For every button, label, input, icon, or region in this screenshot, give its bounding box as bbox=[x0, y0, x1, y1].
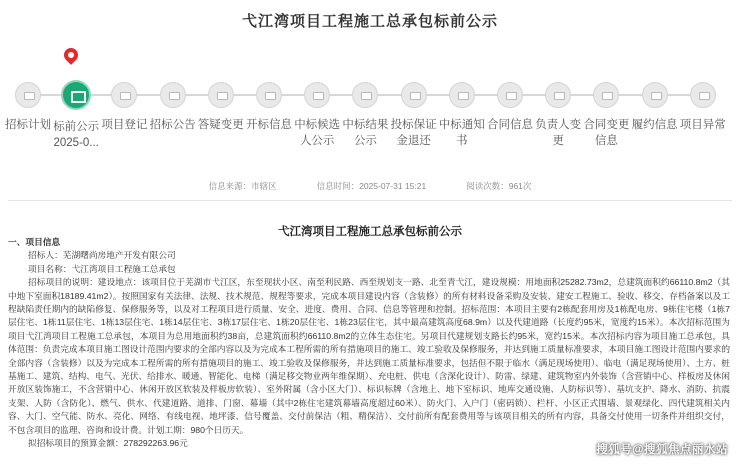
timeline-step[interactable] bbox=[582, 80, 630, 149]
meta-bar bbox=[0, 178, 740, 194]
step-circle-icon bbox=[160, 82, 186, 108]
timeline-step[interactable] bbox=[534, 80, 582, 149]
timeline-step[interactable] bbox=[197, 80, 245, 133]
section-heading: 一、项目信息 bbox=[8, 237, 61, 247]
timeline-step-label: 合同信息 bbox=[487, 119, 533, 131]
timeline-step-label: 招标公告 bbox=[149, 119, 196, 131]
project-description: 招标项目的说明：建设地点：该项目位于芜湖市弋江区，东至现状小区、南至利民路、西至规划支一路、北至青弋江，建设规模：用地面积25282.73m2，总建筑面积约66110.8m2（其中地下室面积18189.41m2）。按照国家有关法律、法规、技术规范、规程等要求，完成本项目建设内容（含装修）的所有材料设备采购及安装、建安工程施工、验收、移交、存档备案以及工程缺陷责任期内的缺陷修复、保修服务等，以及对工程项目进行质量、安全、进度、费用、合同、信息等管理和控制。招标范围：本项目主要有2栋配套用房及1栋配电房、9栋住宅楼（1栋7层住宅、1栋11层住宅、1栋13层住宅、1栋14层住宅、3栋17层住宅、1栋20层住宅、1栋23层住宅，其中最高建筑高度68.9m）以及代建道路（长度约95米，宽度约15米）。本次招标范围为项目弋江湾项目工程施工总承包，本项目为总用地面积约38亩，总建筑面积约66110.8m2的立体生态住宅。另项目代建规划支路长约95米，宽约15米。本次招标内容为项目施工总承包，具体范围：负责完成本项目施工图设计范围内要求的全部内容以及为完成本工程所需的所有措施项目的施工、竣工验收及保修服务，并达到施工质量标准要求，本项目施工图设计范围内要求的全部内容（含装修）以及为完成本工程所需的所有措施项目的施工、竣工验收及保修服务，并达到施工质量标准要求，包括但不限于临水（满足现场使用）、临电（满足现场使用）、土方、桩基施工、建筑、结构、电气、光伏、给排水、暖通、智能化、电梯（满足移交物业两年维保期）、充电桩、供电（含深化设计）、防雷、绿建、建筑物室内外装饰（含营销中心、样板房及休闲开放区装饰施工，不含营销中心、休闲开放区软装及样板房软装）、室外附属（含小区大门）、标识标牌（含地上、地下室标识、地库交通设施、人防标识等）、基坑支护、降水、消防、抗震支架、人防（含防化）、燃气、供水、代建道路、道排、门窗、幕墙（其中2栋住宅建筑幕墙高度超过60米）、防火门、入户门（密码锁）、栏杆、小区正式围墙、景观绿化、四代建筑相关内容、大门、空气能、防水、亮化、网络、有线电视、地坪漆、信号覆盖、交付前保洁（粗、精保洁）、交付前所有配套费用等与该项目相关的所有内容，具备交付使用一切条件并组织交付，不包含项目的监理、咨询和设计费。计划工期：980个日历天。 bbox=[8, 277, 730, 435]
step-circle-icon bbox=[642, 82, 668, 108]
timeline-step[interactable] bbox=[52, 80, 100, 151]
timeline-step[interactable] bbox=[486, 80, 534, 133]
timeline-step-label: 负责人变更 bbox=[535, 119, 582, 147]
step-circle-icon bbox=[401, 82, 427, 108]
step-circle-icon bbox=[352, 82, 378, 108]
timeline-step[interactable] bbox=[245, 80, 293, 133]
project-name-line: 项目名称：弋江湾项目工程施工总承包 bbox=[28, 263, 176, 274]
progress-timeline bbox=[0, 80, 740, 180]
timeline-step[interactable] bbox=[438, 80, 486, 149]
timeline-step[interactable] bbox=[390, 80, 438, 149]
meta-views: 阅读次数：961次 bbox=[466, 181, 532, 191]
timeline-step-label: 标前公示 bbox=[53, 121, 100, 133]
step-circle-icon bbox=[545, 82, 571, 108]
timeline-step-date: 2025-0... bbox=[53, 137, 99, 149]
document-title: 弋江湾项目工程施工总承包标前公示 bbox=[278, 226, 462, 238]
step-circle-icon bbox=[15, 82, 41, 108]
step-circle-icon bbox=[304, 82, 330, 108]
timeline-step-label: 合同变更信息 bbox=[583, 119, 630, 147]
watermark: 搜狐号@搜狐焦点丽水站 bbox=[596, 444, 728, 456]
timeline-step-label: 履约信息 bbox=[631, 119, 678, 131]
timeline-step[interactable] bbox=[4, 80, 52, 133]
timeline-step-label: 中标通知书 bbox=[438, 119, 485, 147]
timeline-step-label: 投标保证金退还 bbox=[390, 119, 437, 147]
timeline-step[interactable] bbox=[293, 80, 341, 149]
timeline-step[interactable] bbox=[100, 80, 148, 133]
meta-published-time: 信息时间：2025-07-31 15:21 bbox=[316, 181, 427, 191]
timeline-step-label: 答疑变更 bbox=[197, 119, 244, 131]
timeline-step[interactable] bbox=[149, 80, 197, 133]
timeline-step[interactable] bbox=[631, 80, 679, 133]
page-title: 弋江湾项目工程施工总承包标前公示 bbox=[241, 13, 498, 30]
timeline-step-label: 招标计划 bbox=[5, 119, 51, 131]
tenderer-line: 招标人：芜湖曙尚房地产开发有限公司 bbox=[28, 250, 176, 261]
step-circle-icon bbox=[690, 82, 716, 108]
timeline-step-label: 项目异常 bbox=[679, 119, 726, 131]
timeline-step-label: 项目登记 bbox=[101, 119, 148, 131]
location-pin-icon bbox=[61, 45, 81, 65]
timeline-step[interactable] bbox=[341, 80, 389, 149]
divider bbox=[8, 200, 732, 201]
step-circle-icon bbox=[256, 82, 282, 108]
step-circle-icon bbox=[208, 82, 234, 108]
timeline-step-label: 中标结果公示 bbox=[342, 119, 389, 147]
meta-source: 信息来源：市辖区 bbox=[208, 181, 277, 191]
active-step-icon bbox=[61, 80, 91, 110]
timeline-step-label: 中标候选人公示 bbox=[294, 119, 341, 147]
step-circle-icon bbox=[593, 82, 619, 108]
step-circle-icon bbox=[111, 82, 137, 108]
step-circle-icon bbox=[497, 82, 523, 108]
step-circle-icon bbox=[449, 82, 475, 108]
document-body bbox=[8, 236, 730, 451]
budget-line: 拟招标项目的预算金额：278292263.96元 bbox=[28, 438, 188, 449]
timeline-step[interactable] bbox=[679, 80, 727, 133]
timeline-step-label: 开标信息 bbox=[246, 119, 292, 131]
